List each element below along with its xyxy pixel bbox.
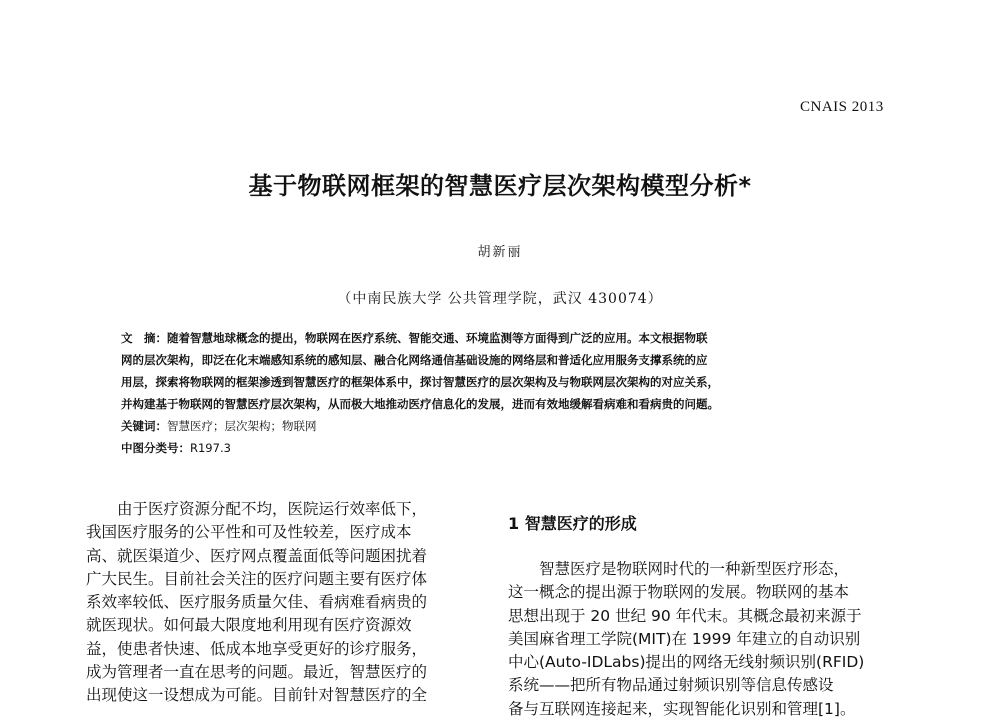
body-line: 出现使这一设想成为可能。目前针对智慧医疗的全 [86,686,428,705]
abstract-line: 文 摘：随着智慧地球概念的提出，物联网在医疗系统、智能交通、环境监测等方面得到广泛的应用。本文根据物联 [121,331,708,345]
body-line: 这一概念的提出源于物联网的发展。物联网的基本 [508,583,850,602]
author-affiliation: （中南民族大学 公共管理学院，武汉 430074） [337,291,663,307]
keywords-value: 智慧医疗；层次架构；物联网 [167,419,317,433]
abstract-block [121,327,871,459]
abstract-line: 网的层次架构，即泛在化末端感知系统的感知层、融合化网络通信基础设施的网络层和普适化应用服务支撑系统的应 [121,353,708,367]
body-line: 高、就医渠道少、医疗网点覆盖面低等问题困扰着 [86,546,428,565]
section-heading: 1 智慧医疗的形成 [508,514,637,533]
abstract-line: 并构建基于物联网的智慧医疗层次架构，从而极大地推动医疗信息化的发展，进而有效地缓解看病难和看病贵的问题。 [121,397,719,411]
body-line: 思想出现于 20 世纪 90 年代末。其概念最初来源于 [508,606,862,625]
body-line: 成为管理者一直在思考的问题。最近，智慧医疗的 [86,663,428,682]
body-line: 系统——把所有物品通过射频识别等信息传感设 [508,676,834,695]
body-line: 备与互联网连接起来，实现智能化识别和管理[1]。 [508,699,856,718]
keywords-label: 关键词： [121,419,167,433]
body-line: 我国医疗服务的公平性和可及性较差，医疗成本 [86,523,412,542]
body-line: 美国麻省理工学院(MIT)在 1999 年建立的自动识别 [508,629,861,648]
classification-line [121,437,871,459]
body-right-column [508,512,904,721]
conference-header: CNAIS 2013 [800,99,884,115]
body-line: 由于医疗资源分配不均，医院运行效率低下， [86,500,428,518]
body-line: 益，使患者快速、低成本地享受更好的诊疗服务， [86,639,428,658]
classification-label: 中图分类号： [121,441,190,455]
paper-title: 基于物联网框架的智慧医疗层次架构模型分析* [248,172,752,200]
body-line: 中心(Auto-IDLabs)提出的网络无线射频识别(RFID) [508,653,865,672]
body-line: 系效率较低、医疗服务质量欠佳、看病难看病贵的 [86,593,428,612]
body-left-column [86,498,482,708]
keywords-line [121,415,871,437]
classification-value: R197.3 [190,441,231,455]
body-line: 广大民生。目前社会关注的医疗问题主要有医疗体 [86,569,428,588]
author-name: 胡新丽 [477,245,523,260]
body-line: 就医现状。如何最大限度地利用现有医疗资源效 [86,616,412,635]
abstract-line: 用层，探索将物联网的框架渗透到智慧医疗的框架体系中，探讨智慧医疗的层次架构及与物联网层次架构的对应关系， [121,375,719,389]
body-line: 智慧医疗是物联网时代的一种新型医疗形态， [508,560,850,578]
